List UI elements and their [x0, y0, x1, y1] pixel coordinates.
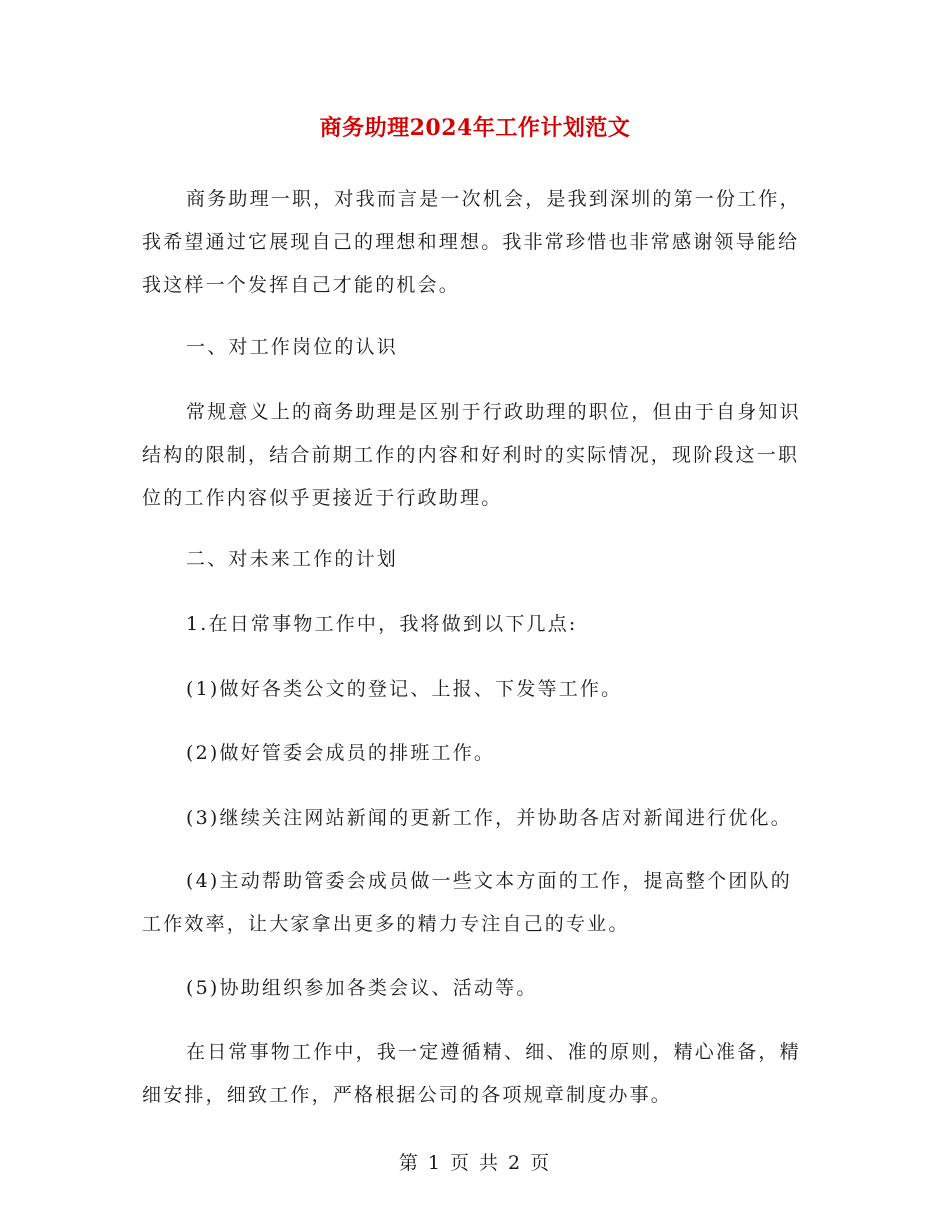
section-heading-2: 二、对未来工作的计划 — [186, 548, 399, 570]
list-item-2: (2)做好管委会成员的排班工作。 — [186, 742, 496, 764]
list-item-3: (3)继续关注网站新闻的更新工作，并协助各店对新闻进行优化。 — [186, 807, 792, 829]
section-heading-1: 一、对工作岗位的认识 — [186, 336, 399, 358]
document-title: 商务助理2024年工作计划范文 — [319, 115, 631, 141]
paragraph-intro: 商务助理一职，对我而言是一次机会，是我到深圳的第一份工作，我希望通过它展现自己的理想和理想。我非常珍惜也非常感谢领导能给我这样一个发挥自己才能的机会。 — [142, 188, 801, 296]
list-item-1: (1)做好各类公文的登记、上报、下发等工作。 — [186, 678, 623, 700]
list-item-4: (4)主动帮助管委会成员做一些文本方面的工作，提高整个团队的工作效率，让大家拿出更多的精力专注自己的专业。 — [142, 870, 792, 935]
list-item-5: (5)协助组织参加各类会议、活动等。 — [186, 977, 538, 999]
paragraph-job-understanding: 常规意义上的商务助理是区别于行政助理的职位，但由于自身知识结构的限制，结合前期工作的内容和好利时的实际情况，现阶段这一职位的工作内容似乎更接近于行政助理。 — [142, 401, 801, 509]
paragraph-principles: 在日常事物工作中，我一定遵循精、细、准的原则，精心准备，精细安排，细致工作，严格根据公司的各项规章制度办事。 — [142, 1041, 801, 1106]
list-heading-1: 1.在日常事物工作中，我将做到以下几点: — [186, 613, 578, 635]
page-footer: 第 1 页 共 2 页 — [398, 1152, 552, 1174]
